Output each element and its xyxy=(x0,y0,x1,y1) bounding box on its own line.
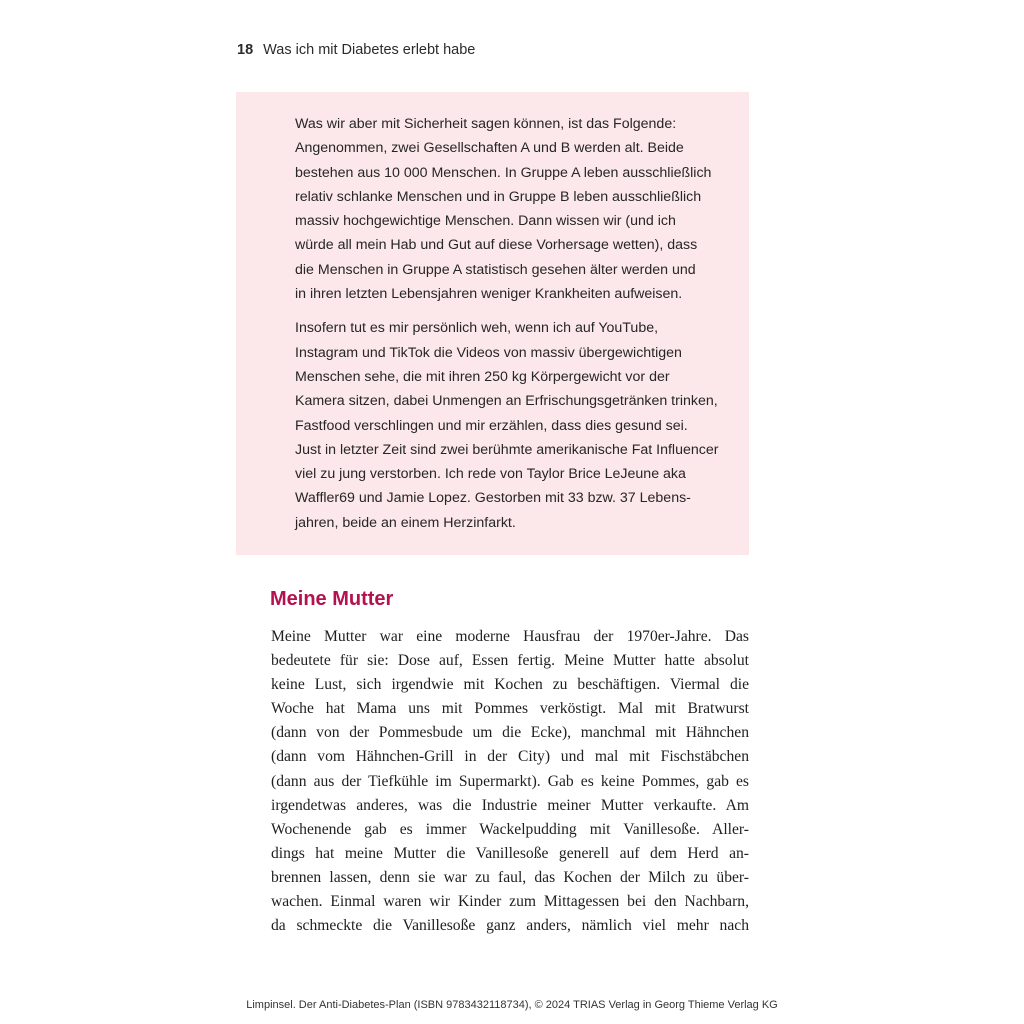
page-number: 18 xyxy=(237,42,254,58)
body-line: Wochenende gab es immer Wackelpudding mit Vanillesoße. Aller- xyxy=(271,820,749,838)
box-line: würde all mein Hab und Gut auf diese Vorhersage wetten), dass xyxy=(295,237,698,254)
box-line: bestehen aus 10 000 Menschen. In Gruppe A leben ausschließlich xyxy=(295,164,712,181)
body-line: Woche hat Mama uns mit Pommes verköstigt. Mal mit Bratwurst xyxy=(271,700,749,718)
body-line: bedeutete für sie: Dose auf, Essen fertig. Meine Mutter hatte absolut xyxy=(271,652,749,670)
box-line: massiv hochgewichtige Menschen. Dann wissen wir (und ich xyxy=(295,213,676,230)
section-heading: Meine Mutter xyxy=(270,588,394,610)
body-line: dings hat meine Mutter die Vanillesoße generell auf dem Herd an- xyxy=(271,844,749,862)
running-head xyxy=(237,42,475,58)
highlight-box xyxy=(236,92,749,555)
body-line: irgendetwas anderes, was die Industrie meiner Mutter verkaufte. Am xyxy=(271,796,749,814)
box-line: die Menschen in Gruppe A statistisch gesehen älter werden und xyxy=(295,261,696,278)
box-line: Waffler69 und Jamie Lopez. Gestorben mit 33 bzw. 37 Lebens- xyxy=(295,490,691,507)
box-line: in ihren letzten Lebensjahren weniger Krankheiten aufweisen. xyxy=(295,286,683,303)
body-line: keine Lust, sich irgendwie mit Kochen zu beschäftigen. Viermal die xyxy=(271,676,749,694)
box-line: Was wir aber mit Sicherheit sagen können, ist das Folgende: xyxy=(295,116,677,132)
box-line: Insofern tut es mir persönlich weh, wenn ich auf YouTube, xyxy=(295,320,659,337)
body-line: (dann aus der Tiefkühle im Supermarkt). Gab es keine Pommes, gab es xyxy=(271,772,749,790)
box-line: Angenommen, zwei Gesellschaften A und B werden alt. Beide xyxy=(295,140,684,157)
body-line: Meine Mutter war eine moderne Hausfrau der 1970er-Jahre. Das xyxy=(271,628,749,645)
body-line: wachen. Einmal waren wir Kinder zum Mittagessen bei den Nachbarn, xyxy=(271,893,749,911)
box-line: Kamera sitzen, dabei Unmengen an Erfrischungsgetränken trinken, xyxy=(295,393,718,410)
paragraph-gap xyxy=(295,306,735,316)
highlight-box-text xyxy=(295,112,735,535)
box-line: Menschen sehe, die mit ihren 250 kg Körpergewicht vor der xyxy=(295,368,670,385)
box-line: Fastfood verschlingen und mir erzählen, dass dies gesund sei. xyxy=(295,417,688,434)
body-line: brennen lassen, denn sie war zu faul, das Kochen der Milch zu über- xyxy=(271,868,749,886)
body-line: (dann vom Hähnchen-Grill in der City) und mal mit Fischstäbchen xyxy=(271,748,749,766)
box-line: viel zu jung verstorben. Ich rede von Taylor Brice LeJeune aka xyxy=(295,466,686,483)
box-line: Just in letzter Zeit sind zwei berühmte amerikanische Fat Influencer xyxy=(295,441,719,458)
footer-copyright: Limpinsel. Der Anti-Diabetes-Plan (ISBN 9783432118734), © 2024 TRIAS Verlag in Georg Thieme Verlag KG xyxy=(246,999,778,1011)
body-line: da schmeckte die Vanillesoße ganz anders, nämlich viel mehr nach xyxy=(271,917,749,935)
box-line: relativ schlanke Menschen und in Gruppe B leben ausschließlich xyxy=(295,188,702,205)
box-line: Instagram und TikTok die Videos von massiv übergewichtigen xyxy=(295,344,682,361)
chapter-title: Was ich mit Diabetes erlebt habe xyxy=(263,42,476,58)
body-text xyxy=(271,625,749,938)
body-line: (dann von der Pommesbude um die Ecke), manchmal mit Hähnchen xyxy=(271,724,749,742)
box-line: jahren, beide an einem Herzinfarkt. xyxy=(295,514,516,531)
